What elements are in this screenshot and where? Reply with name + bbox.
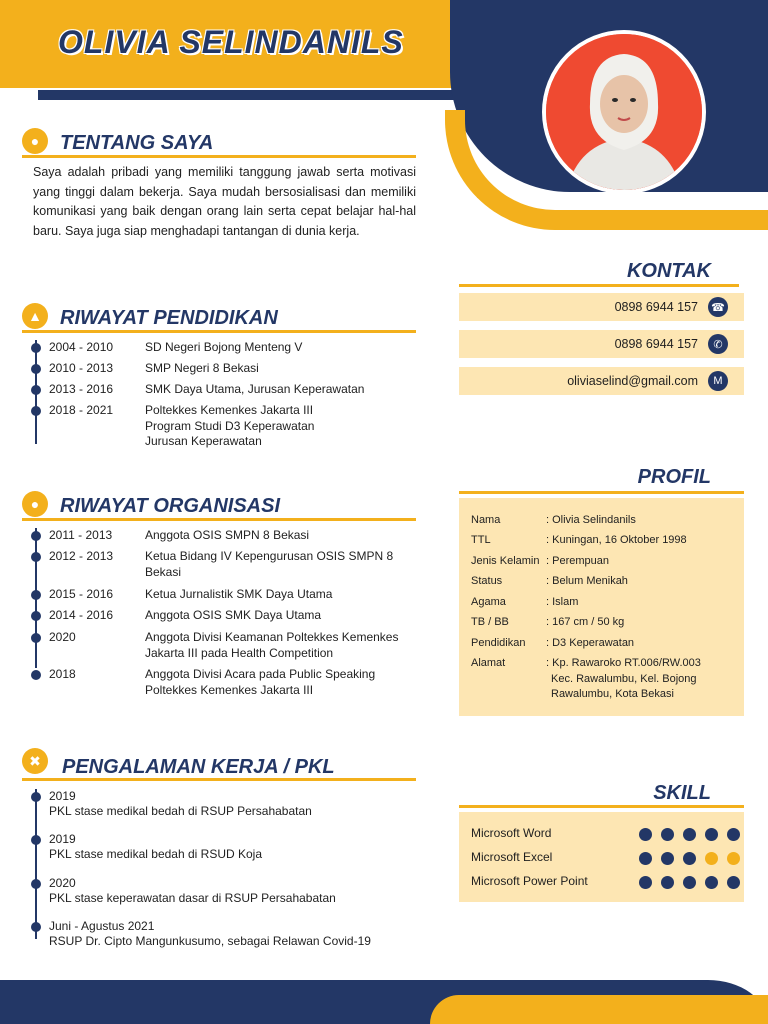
profile-photo	[542, 30, 706, 194]
rating-dot	[727, 876, 740, 889]
organization-year: 2020	[49, 630, 76, 644]
profile-key: Agama	[471, 596, 506, 608]
profile-value: : D3 Keperawatan	[546, 637, 635, 649]
organization-description: Bekasi	[145, 564, 182, 579]
education-divider	[22, 330, 416, 333]
organization-description: Ketua Bidang IV Kepengurusan OSIS SMPN 8	[145, 549, 394, 563]
timeline-dot	[31, 343, 41, 353]
footer-gold-band	[430, 995, 768, 1024]
timeline-dot	[31, 406, 41, 416]
organization-description: Poltekkes Kemenkes Jakarta III	[145, 682, 314, 697]
rating-dot	[683, 876, 696, 889]
organization-year: 2015 - 2016	[49, 587, 114, 601]
person-icon: ●	[22, 128, 48, 154]
education-description: Program Studi D3 Keperawatan	[145, 418, 315, 433]
organization-description: Anggota OSIS SMPN 8 Bekasi	[145, 528, 310, 542]
rating-dot	[727, 852, 740, 865]
profile-divider	[459, 491, 744, 494]
organization-description: Anggota OSIS SMK Daya Utama	[145, 608, 322, 622]
contact-title: KONTAK	[626, 260, 711, 282]
profile-value: : Kuningan, 16 Oktober 1998	[546, 534, 687, 546]
education-description: SD Negeri Bojong Menteng V	[145, 340, 303, 354]
work-title: PENGALAMAN KERJA / PKL	[62, 756, 335, 778]
organization-year: 2012 - 2013	[49, 549, 114, 563]
work-timeline-line	[35, 789, 37, 939]
contact-divider	[459, 284, 739, 287]
education-description: Jurusan Keperawatan	[145, 434, 262, 448]
profile-title: PROFIL	[637, 466, 711, 488]
rating-dot	[661, 828, 674, 841]
phone-icon: ☎	[708, 297, 728, 317]
profile-value: : Perempuan	[546, 555, 609, 567]
rating-dot	[705, 876, 718, 889]
tools-icon: ✖	[22, 748, 48, 774]
rating-dot	[683, 828, 696, 841]
work-year: 2020	[49, 876, 76, 890]
timeline-dot	[31, 792, 41, 802]
timeline-dot	[31, 611, 41, 621]
education-description: SMP Negeri 8 Bekasi	[145, 361, 259, 375]
timeline-dot	[31, 552, 41, 562]
skill-name: Microsoft Word	[471, 826, 552, 840]
name-title: OLIVIA SELINDANILS	[58, 24, 404, 60]
timeline-dot	[31, 670, 41, 680]
graduation-cap-icon: ▲	[22, 303, 48, 329]
organization-description: Jakarta III pada Health Competition	[145, 645, 334, 660]
rating-dot	[661, 852, 674, 865]
organization-divider	[22, 518, 416, 521]
timeline-dot	[31, 364, 41, 374]
profile-key: Alamat	[471, 657, 506, 669]
header-stripe	[38, 90, 458, 100]
profile-value: : Islam	[546, 596, 579, 608]
work-year: 2019	[49, 832, 76, 846]
timeline-dot	[31, 835, 41, 845]
organization-year: 2014 - 2016	[49, 608, 114, 622]
contact-phone	[459, 293, 744, 321]
profile-value: : 167 cm / 50 kg	[546, 616, 625, 628]
skill-name: Microsoft Power Point	[471, 874, 588, 888]
organization-year: 2018	[49, 667, 76, 681]
skill-row	[471, 826, 741, 840]
skill-name: Microsoft Excel	[471, 850, 553, 864]
profile-key: TB / BB	[471, 616, 509, 628]
organization-description: Anggota Divisi Keamanan Poltekkes Kemenkes	[145, 630, 399, 644]
work-year: Juni - Agustus 2021	[49, 919, 155, 933]
rating-dot	[705, 828, 718, 841]
education-year: 2018 - 2021	[49, 403, 114, 417]
profile-value-continued: Kec. Rawalumbu, Kel. Bojong	[551, 672, 697, 685]
profile-key: Jenis Kelamin	[471, 555, 540, 567]
about-text: Saya adalah pribadi yang memiliki tanggung jawab serta motivasi yang tinggi dalam bekerja. Saya mudah bersosialisasi dan memiliki komunikasi yang baik dengan orang lain serta cepat belajar hal-hal baru. Saya juga siap menghadapi tantangan di dunia kerja.	[33, 165, 416, 238]
profile-panel	[459, 498, 744, 716]
timeline-dot	[31, 590, 41, 600]
timeline-dot	[31, 879, 41, 889]
organization-title: RIWAYAT ORGANISASI	[60, 495, 280, 517]
rating-dot	[705, 852, 718, 865]
organization-year: 2011 - 2013	[49, 528, 113, 542]
education-title: RIWAYAT PENDIDIKAN	[60, 307, 278, 329]
profile-value: : Kp. Rawaroko RT.006/RW.003	[546, 657, 701, 669]
mail-icon: M	[708, 371, 728, 391]
email-address: oliviaselind@gmail.com	[567, 374, 698, 388]
skill-row	[471, 850, 741, 864]
phone-number: 0898 6944 157	[614, 300, 698, 314]
education-year: 2013 - 2016	[49, 382, 114, 396]
profile-key: TTL	[471, 534, 491, 546]
education-description: Poltekkes Kemenkes Jakarta III	[145, 403, 314, 417]
work-divider	[22, 778, 416, 781]
about-title: TENTANG SAYA	[60, 132, 214, 154]
organization-description: Ketua Jurnalistik SMK Daya Utama	[145, 587, 333, 601]
rating-dot	[639, 876, 652, 889]
profile-value-continued: Rawalumbu, Kota Bekasi	[551, 688, 674, 700]
skill-title: SKILL	[653, 782, 711, 804]
timeline-dot	[31, 531, 41, 541]
contact-email	[459, 367, 744, 395]
work-description: PKL stase medikal bedah di RSUD Koja	[49, 847, 262, 861]
work-description: PKL stase keperawatan dasar di RSUP Persahabatan	[49, 891, 336, 905]
rating-dot	[683, 852, 696, 865]
skill-panel	[459, 812, 744, 902]
organization-description: Anggota Divisi Acara pada Public Speaking	[145, 667, 376, 681]
contact-whatsapp	[459, 330, 744, 358]
profile-key: Nama	[471, 514, 501, 526]
profile-key: Pendidikan	[471, 637, 526, 649]
profile-key: Status	[471, 575, 503, 587]
education-year: 2004 - 2010	[49, 340, 114, 354]
skill-rating	[639, 852, 740, 865]
education-description: SMK Daya Utama, Jurusan Keperawatan	[145, 382, 365, 396]
skill-divider	[459, 805, 744, 808]
rating-dot	[661, 876, 674, 889]
person-portrait-icon	[546, 34, 702, 190]
rating-dot	[639, 828, 652, 841]
about-divider	[22, 155, 416, 158]
whatsapp-number: 0898 6944 157	[614, 337, 698, 351]
whatsapp-icon: ✆	[708, 334, 728, 354]
profile-value: : Belum Menikah	[546, 575, 628, 587]
work-description: PKL stase medikal bedah di RSUP Persahabatan	[49, 804, 312, 818]
skill-rating	[639, 876, 740, 889]
rating-dot	[727, 828, 740, 841]
timeline-dot	[31, 385, 41, 395]
timeline-dot	[31, 633, 41, 643]
timeline-dot	[31, 922, 41, 932]
work-year: 2019	[49, 789, 76, 803]
education-year: 2010 - 2013	[49, 361, 114, 375]
profile-value: : Olivia Selindanils	[546, 514, 636, 526]
group-icon: ●	[22, 491, 48, 517]
skill-row	[471, 874, 741, 888]
work-description: RSUP Dr. Cipto Mangunkusumo, sebagai Relawan Covid-19	[49, 934, 371, 948]
skill-rating	[639, 828, 740, 841]
rating-dot	[639, 852, 652, 865]
